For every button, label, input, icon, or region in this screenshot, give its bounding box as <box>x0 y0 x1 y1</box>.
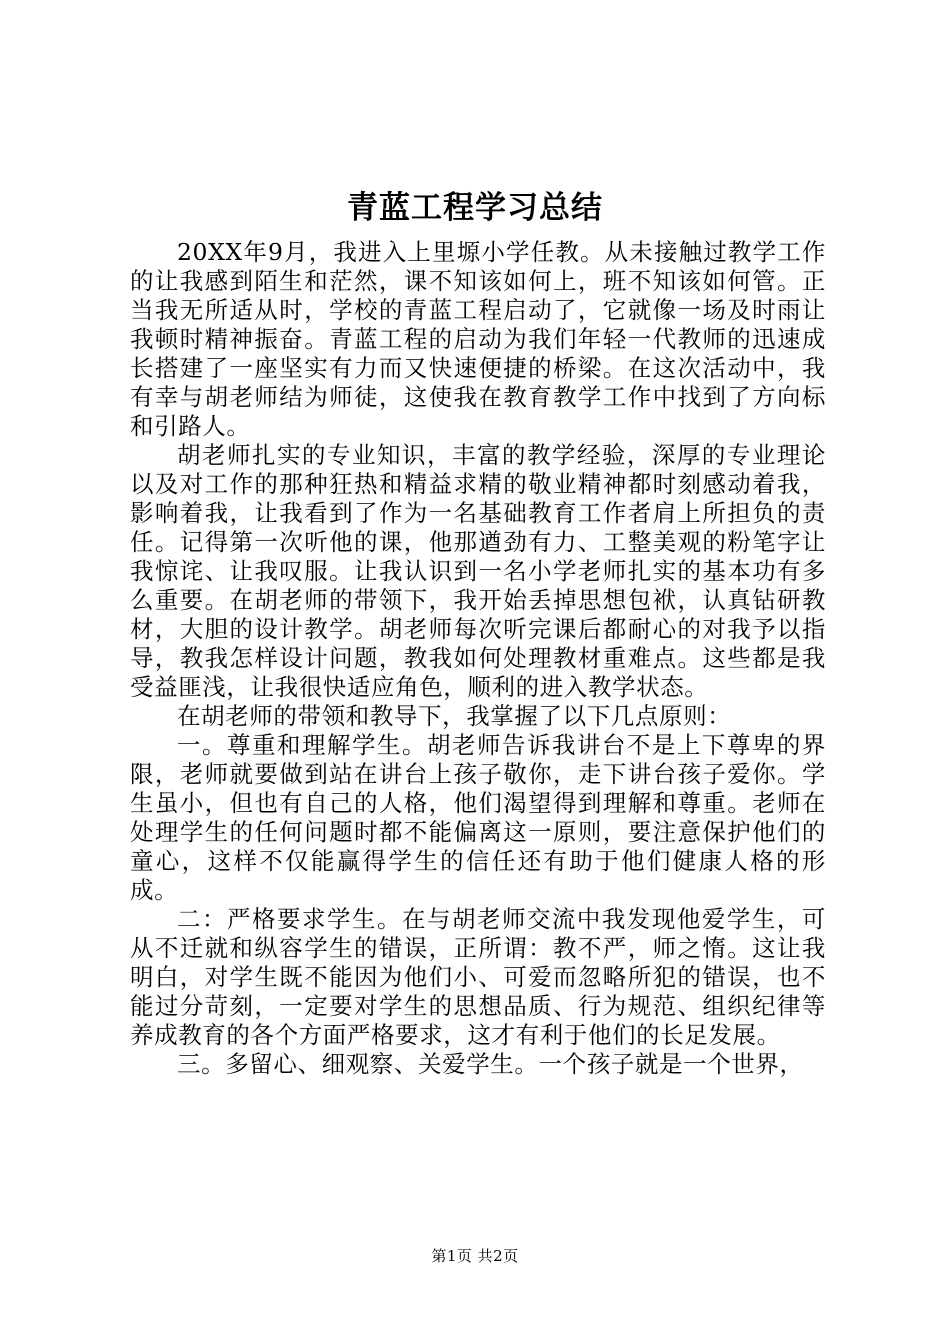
document-body <box>130 238 826 1079</box>
document-title: 青蓝工程学习总结 <box>347 190 603 226</box>
paragraph-2: 胡老师扎实的专业知识，丰富的教学经验，深厚的专业理论以及对工作的那种狂热和精益求精的敬业精神都时刻感动着我，影响着我，让我看到了作为一名基础教育工作者肩上所担负的责任。记得第一次听他的课，他那遒劲有力、工整美观的粉笔字让我惊诧、让我叹服。让我认识到一名小学老师扎实的基本功有多么重要。在胡老师的带领下，我开始丢掉思想包袱，认真钻研教材，大胆的设计教学。胡老师每次听完课后都耐心的对我予以指导，教我怎样设计问题，教我如何处理教材重难点。这些都是我受益匪浅，让我很快适应角色，顺利的进入教学状态。 <box>130 441 826 701</box>
paragraph-1: 20XX年9月，我进入上里塬小学任教。从未接触过教学工作的让我感到陌生和茫然，课不知该如何上，班不知该如何管。正当我无所适从时，学校的青蓝工程启动了，它就像一场及时雨让我顿时精神振奋。青蓝工程的启动为我们年轻一代教师的迅速成长搭建了一座坚实有力而又快速便捷的桥梁。在这次活动中，我有幸与胡老师结为师徒，这使我在教育教学工作中找到了方向标和引路人。 <box>130 238 826 440</box>
page-footer: 第1页 共2页 <box>431 1247 519 1265</box>
paragraph-5: 二：严格要求学生。在与胡老师交流中我发现他爱学生，可从不迁就和纵容学生的错误，正所谓：教不严，师之惰。这让我明白，对学生既不能因为他们小、可爱而忽略所犯的错误，也不能过分苛刻，一定要对学生的思想品质、行为规范、组织纪律等养成教育的各个方面严格要求，这才有利于他们的长足发展。 <box>130 905 826 1049</box>
paragraph-3: 在胡老师的带领和教导下，我掌握了以下几点原则： <box>177 702 732 730</box>
paragraph-6: 三。多留心、细观察、关爱学生。一个孩子就是一个世界， <box>177 1050 804 1078</box>
paragraph-4: 一。尊重和理解学生。胡老师告诉我讲台不是上下尊卑的界限，老师就要做到站在讲台上孩子敬你，走下讲台孩子爱你。学生虽小，但也有自己的人格，他们渴望得到理解和尊重。老师在处理学生的任何问题时都不能偏离这一原则，要注意保护他们的童心，这样不仅能赢得学生的信任还有助于他们健康人格的形成。 <box>130 731 826 904</box>
